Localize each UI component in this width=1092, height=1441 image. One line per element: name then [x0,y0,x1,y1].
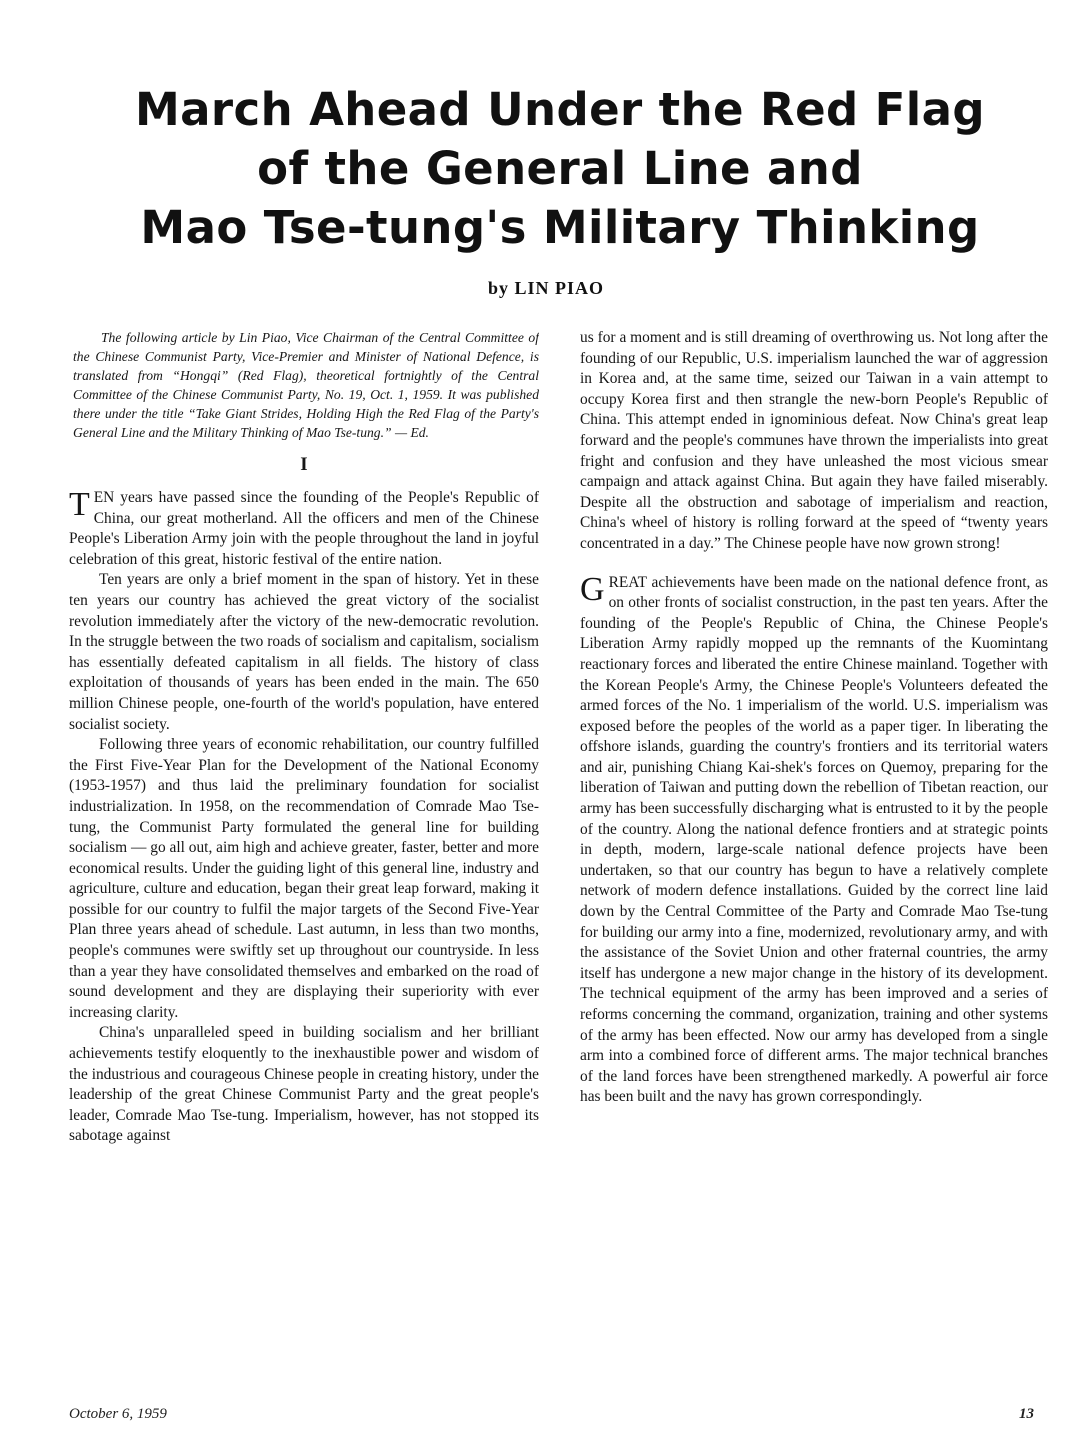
title-line-2: of the General Line and [257,142,863,195]
article-title [120,80,1000,257]
byline: by LIN PIAO [487,278,605,298]
paragraph-4: China's unparalleled speed in building socialism and her brilliant achievements testify eloquently to the inexhaustible power and wisdom of the industrious and courageous Chinese people in creating history, under the leadership of the great Chinese Communist Party and the great people's leader, Comrade Mao Tse-tung. Imperialism, however, has not stopped its sabotage against [69,1024,539,1145]
drop-cap-t: T [69,486,90,523]
paragraph-5-text: REAT achievements have been made on the national defence front, as on other fronts of socialist construction, in the past ten years. After the founding of the People's Republic of China, the Chinese People's Liberation Army rapidly mopped up the remnants of the Kuomintang reactionary forces and liberated the entire Chinese mainland. Together with the Korean People's Army, the Chinese People's Volunteers defeated the armed forces of the No. 1 imperialism of the world. U.S. imperialism was exposed before the peoples of the world as a paper tiger. In liberating the offshore islands, guarding the country's frontiers and its territorial waters and air, punishing Chiang Kai-shek's forces on Quemoy, preparing for the liberation of Taiwan and putting down the rebellion of Tibetan reaction, our army has been successfully discharging what is entrusted to it by the people of the country. Along the national defence frontiers and at strategic points in depth, modern, large-scale national defence projects have been undertaken, so that our country has begun to have a relatively complete network of modern defence installations. Guided by the correct line laid down by the Central Committee of the Party and Comrade Mao Tse-tung for building our army into a fine, modernized, revolutionary army, and with the assistance of the Soviet Union and other fraternal countries, the army itself has undergone a new major change in the history of its development. The technical equipment of the army has been improved and a series of reforms concerning the command, organization, training and other systems of the army has been effected. Now our army has developed from a single arm into a combined force of different arms. The major technical branches of the land forces have been strengthened markedly. A powerful air force has been built and the navy has grown correspondingly. [580,573,1048,1106]
right-column [580,328,1048,1358]
paragraph-1-text: EN years have passed since the founding of the People's Republic of China, our great motherland. All the officers and men of the Chinese People's Liberation Army join with the people throughout the land in joyful celebration of this great, historic festival of the entire nation. [69,489,539,568]
paragraph-5 [580,570,1048,1108]
paragraph-2: Ten years are only a brief moment in the span of history. Yet in these ten years our country has achieved the great victory of the socialist revolution immediately after the victory of the new-democratic revolution. In the struggle between the two roads of socialism and capitalism, socialism has essentially defeated capitalism in all fields. The history of class exploitation of thousands of years has been ended in the main. The 650 million Chinese people, one-fourth of the world's population, have entered socialist society. [69,571,539,733]
left-column [69,328,539,1358]
title-line-1: March Ahead Under the Red Flag [134,83,986,136]
drop-cap-g: G [580,570,605,608]
page-number: 13 [1019,1406,1034,1422]
footer-date: October 6, 1959 [69,1406,167,1422]
paragraph-1 [69,488,539,570]
editor-note: The following article by Lin Piao, Vice Chairman of the Central Committee of the Chinese Communist Party, Vice-Premier and Minister of National Defence, is translated from “Hongqi” (Red Flag), theoretical fortnightly of the Central Committee of the Chinese Communist Party, No. 19, Oct. 1, 1959. It was published there under the title “Take Giant Strides, Holding High the Red Flag of the Party's General Line and the Military Thinking of Mao Tse-tung.” — Ed. [73,330,539,440]
section-number: I [300,454,308,475]
title-line-3: Mao Tse-tung's Military Thinking [140,201,980,254]
paragraph-3: Following three years of economic rehabilitation, our country fulfilled the First Five-Year Plan for the Development of the National Economy (1953-1957) and thus laid the preliminary foundation for socialist industrialization. In 1958, on the recommendation of Comrade Mao Tse-tung, the Communist Party formulated the general line for building socialism — go all out, aim high and achieve greater, faster, better and more economical results. Under the guiding light of this general line, industry and agriculture, culture and education, began their great leap forward, making it possible for our country to fulfil the major targets of the Second Five-Year Plan three years ahead of schedule. Last autumn, in less than two months, people's communes were swiftly set up throughout our countryside. In less than a year they have consolidated themselves and embarked on the road of sound development and they are displaying their superiority with ever increasing clarity. [69,736,539,1021]
paragraph-4-continued: us for a moment and is still dreaming of overthrowing us. Not long after the founding of our Republic, U.S. imperialism launched the war of aggression in Korea and, at the same time, seized our Taiwan in a vain attempt to occupy Korea first and then strangle the new-born People's Republic of China. This attempt ended in ignominious defeat. Now China's great leap forward and the people's communes have thrown the imperialists into great fright and confusion and they have unleashed the most vicious smear campaign and attack against China. But again they have failed miserably. Despite all the obstruction and sabotage of imperialism and reaction, China's wheel of history is rolling forward at the speed of “twenty years concentrated in a day.” The Chinese people have now grown strong! [580,329,1048,552]
